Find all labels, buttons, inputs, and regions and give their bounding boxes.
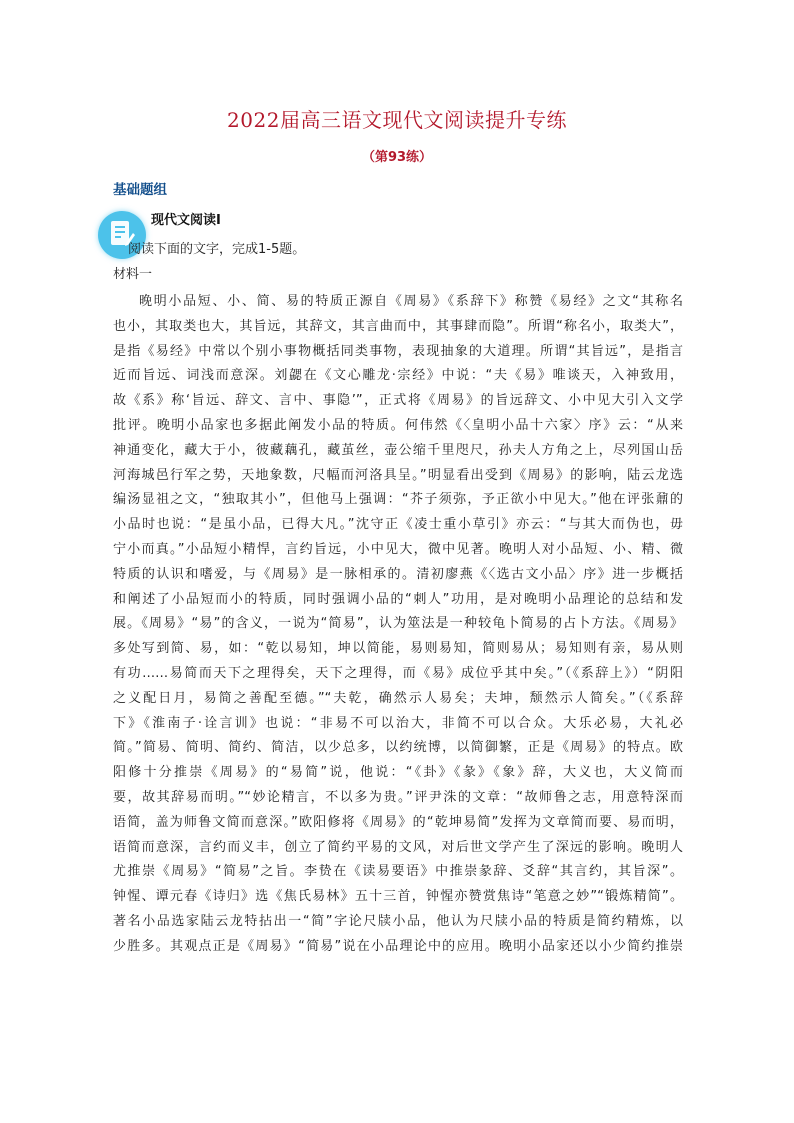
document-title: 2022届高三语文现代文阅读提升专练 xyxy=(227,108,567,132)
passage-line: 小品时也说：“是虽小品，已得大凡。”沈守正《凌士重小草引》亦云：“与其大而伪也，毋 xyxy=(113,517,683,533)
passage-line: 展。《周易》“易”的含义，一说为“简易”，认为筮法是一种较龟卜简易的占卜方法。《周易》 xyxy=(113,616,683,632)
passage-line: 语简而意深，言约而义丰，创立了简约平易的文风，对后世文学产生了深远的影响。晚明人 xyxy=(113,839,683,855)
passage-line: 多处写到简、易，如：“乾以易知，坤以简能，易则易知，简则易从；易知则有亲，易从则 xyxy=(113,641,683,657)
passage-line: 近而旨远、词浅而意深。刘勰在《文心雕龙·宗经》中说：“夫《易》唯谈天，入神致用， xyxy=(113,368,683,384)
passage-line: 神通变化，藏大于小，彼藏藕孔，藏茧丝，壶公缩千里咫尺，孙夫人方角之上，尽列国山岳 xyxy=(113,442,683,458)
passage-line: 语简，盖为师鲁文简而意深。”欧阳修将《周易》的“乾坤易简”发挥为文章简而要、易而明， xyxy=(113,814,683,830)
passage-line: 批评。晚明小品家也多据此阐发小品的特质。何伟然《〈皇明小品十六家〉序》云：“从来 xyxy=(113,417,683,433)
section-label: 基础题组 xyxy=(113,182,167,198)
passage-line: 下》《淮南子·诠言训》也说：“非易不可以治大，非简不可以合众。大乐必易，大礼必 xyxy=(113,715,683,731)
passage-line: 著名小品选家陆云龙特拈出一“简”字论尺牍小品，他认为尺牍小品的特质是简约精炼，以 xyxy=(113,913,683,929)
reading-section-heading: 现代文阅读Ⅰ xyxy=(151,213,221,228)
passage-line: 尤推崇《周易》“简易”之旨。李贽在《读易要语》中推崇彖辞、爻辞“其言约，其旨深”。 xyxy=(113,864,683,880)
passage-line: 简。”简易、简明、简约、简洁，以少总多，以约统博，以简御繁，正是《周易》的特点。欧 xyxy=(113,740,683,756)
passage-line: 宁小而真。”小品短小精悍，言约旨远，小中见大，微中见著。晚明人对小品短、小、精、微 xyxy=(113,541,683,557)
passage-line: 特质的认识和嗜爱，与《周易》是一脉相承的。清初廖燕《〈选古文小品〉序》进一步概括 xyxy=(113,566,683,582)
passage-line: 也小，其取类也大，其旨远，其辞文，其言曲而中，其事肆而隐”。所谓“称名小，取类大”， xyxy=(113,318,683,334)
passage-line: 钟惺、谭元春《诗归》选《焦氏易林》五十三首，钟惺亦赞赏焦诗“笔意之妙”“锻炼精简”。 xyxy=(113,889,683,905)
passage-line: 是指《易经》中常以个别小事物概括同类事物，表现抽象的大道理。所谓“其旨远”，是指言 xyxy=(113,343,683,359)
exercise-number: （第93练） xyxy=(361,150,433,165)
passage-line: 少胜多。其观点正是《周易》“简易”说在小品理论中的应用。晚明小品家还以小少简约推崇 xyxy=(113,938,683,954)
passage-line: 河海城邑行军之势，天地象数，尺幅而河洛具呈。”明显看出受到《周易》的影响，陆云龙选 xyxy=(113,467,683,483)
passage-line: 编汤显祖之文，“独取其小”，但他马上强调：“芥子须弥，予正欲小中见大。”他在评张鼐的 xyxy=(113,492,683,508)
passage-body xyxy=(113,290,683,960)
passage-line: 故《系》称‘旨远、辞文、言中、事隐’”，正式将《周易》的旨远辞文、小中见大引入文学 xyxy=(113,393,683,409)
passage-line: 之义配日月，易简之善配至德。”“夫乾，确然示人易矣；夫坤，颓然示人简矣。”（《系辞 xyxy=(113,690,683,706)
reading-instruction: 阅读下面的文字，完成1-5题。 xyxy=(128,242,306,257)
passage-line: 晚明小品短、小、简、易的特质正源自《周易》《系辞下》称赞《易经》之文“其称名 xyxy=(139,294,683,309)
passage-line: 和阐述了小品短而小的特质，同时强调小品的“刺人”功用，是对晚明小品理论的总结和发 xyxy=(113,591,683,607)
passage-line: 阳修十分推崇《周易》的“易简”说，他说：“《卦》《彖》《象》辞，大义也，大义简而 xyxy=(113,765,683,781)
material-label: 材料一 xyxy=(113,267,153,282)
passage-line: 要，故其辞易而明。”“妙论精言，不以多为贵。”评尹洙的文章：“故师鲁之志，用意特深而 xyxy=(113,789,683,805)
passage-line: 有功……易简而天下之理得矣，天下之理得，而《易》成位乎其中矣。”（《系辞上》）“阴阳 xyxy=(113,665,683,681)
